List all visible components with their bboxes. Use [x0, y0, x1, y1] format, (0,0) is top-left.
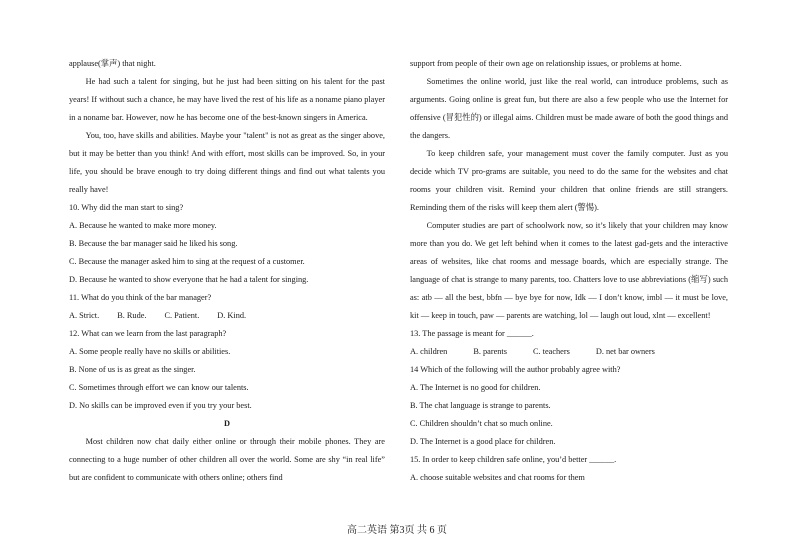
- question-11: 11. What do you think of the bar manager?: [69, 293, 212, 302]
- paragraph-abbreviations: Computer studies are part of schoolwork now, so it’s likely that your children may know more than you do. We get left behind when it comes to the latest gad-gets and the interactive areas of websites, like chat rooms and message boards, which are especially strange. The language of chat is strange to many parents, too. Chatters love to use abbreviations (缩写) such as: atb — all the best, bbfn — bye bye for now, Idk — I don’t know, imbl — it must be love, kit — keep in touch, paw — parents are watching, lol — laugh out loud, xlnt — excellent!: [410, 221, 728, 320]
- q12-option-d: D. No skills can be improved even if you try your best.: [69, 401, 252, 410]
- q10-option-d: D. Because he wanted to show everyone that he had a talent for singing.: [69, 275, 309, 284]
- q12-option-a: A. Some people really have no skills or abilities.: [69, 347, 231, 356]
- question-15: 15. In order to keep children safe online, you’d better ______.: [410, 455, 617, 464]
- q12-option-c: C. Sometimes through effort we can know our talents.: [69, 383, 249, 392]
- q14-option-a: A. The Internet is no good for children.: [410, 383, 541, 392]
- q11-options: [69, 307, 385, 325]
- paragraph-support: support from people of their own age on relationship issues, or problems at home.: [410, 59, 682, 68]
- question-12: 12. What can we learn from the last paragraph?: [69, 329, 227, 338]
- q14-option-d: D. The Internet is a good place for children.: [410, 437, 556, 446]
- q13-options: [410, 343, 728, 361]
- page-footer: 高二英语 第3页 共 6 页: [347, 525, 447, 536]
- section-heading-d: D: [224, 419, 230, 428]
- q13-option-a: A. children: [410, 347, 448, 356]
- question-10: 10. Why did the man start to sing?: [69, 203, 184, 212]
- paragraph-talent: He had such a talent for singing, but he just had been sitting on his talent for the past years! If without such a chance, he may have lived the rest of his life as a noname piano player in a noname bar. However, now he has become one of the best-known singers in America.: [69, 77, 385, 122]
- q10-option-b: B. Because the bar manager said he liked his song.: [69, 239, 238, 248]
- paragraph-skills: You, too, have skills and abilities. Maybe your "talent" is not as great as the singer above, but it may be better than you think! And with effort, most skills can be improved. So, in your life, you should be brave enough to try doing different things and find out what talents you really have!: [69, 131, 385, 194]
- q13-option-d: D. net bar owners: [595, 347, 655, 356]
- q11-option-d: D. Kind.: [217, 311, 247, 320]
- q14-option-b: B. The chat language is strange to parents.: [410, 401, 551, 410]
- q14-option-c: C. Children shouldn’t chat so much online.: [410, 419, 553, 428]
- q12-option-b: B. None of us is as great as the singer.: [69, 365, 196, 374]
- paragraph-problems: Sometimes the online world, just like the real world, can introduce problems, such as arguments. Going online is great fun, but there are also a few people who use the Internet for offensive (冒犯性的) or illegal aims. Children must be made aware of both the good things and the dangers.: [410, 77, 728, 140]
- q15-option-a: A. choose suitable websites and chat rooms for them: [410, 473, 585, 482]
- question-13: 13. The passage is meant for ______.: [410, 329, 534, 338]
- q11-option-a: A. Strict.: [69, 311, 100, 320]
- paragraph-safety: To keep children safe, your management must cover the family computer. Just as you decide which TV pro-grams are suitable, you need to do the same for the websites and chat rooms your children visit. Remind your children that online friends are still strangers. Reminding them of the risks will keep them alert (警惕).: [410, 149, 728, 212]
- left-column: [69, 55, 385, 487]
- q11-option-b: B. Rude.: [117, 311, 147, 320]
- paragraph-continuation: applause(掌声) that night.: [69, 59, 156, 68]
- right-column: [410, 55, 728, 487]
- q13-option-b: B. parents: [473, 347, 507, 356]
- q11-option-c: C. Patient.: [164, 311, 200, 320]
- question-14: 14 Which of the following will the author probably agree with?: [410, 365, 621, 374]
- q10-option-a: A. Because he wanted to make more money.: [69, 221, 217, 230]
- q13-option-c: C. teachers: [532, 347, 570, 356]
- q10-option-c: C. Because the manager asked him to sing at the request of a customer.: [69, 257, 305, 266]
- paragraph-children-chat: Most children now chat daily either online or through their mobile phones. They are connecting to a huge number of other children all over the world. Some are shy “in real life” but are confident to communicate with others online; others find: [69, 437, 385, 482]
